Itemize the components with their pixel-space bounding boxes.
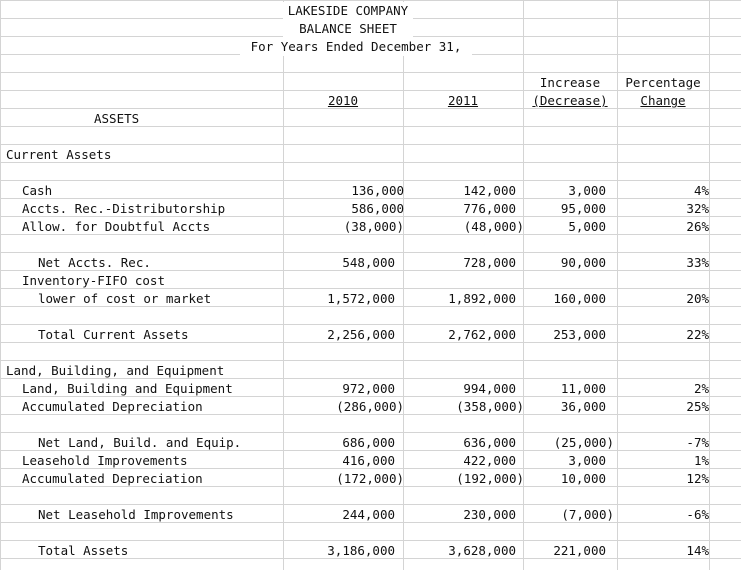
gridline-col [709, 0, 710, 570]
value-percent: 32% [686, 201, 709, 216]
value-2010: (38,000) [343, 219, 404, 234]
value-percent: 33% [686, 255, 709, 270]
row-label: Net Accts. Rec. [38, 255, 151, 270]
row-label: Net Leasehold Improvements [38, 507, 234, 522]
row-label: Leasehold Improvements [22, 453, 188, 468]
value-2011: 994,000 [463, 381, 516, 396]
value-increase: 221,000 [553, 543, 606, 558]
current-assets-heading: Current Assets [6, 147, 112, 162]
report-title: BALANCE SHEET [283, 20, 413, 38]
value-2010: (172,000) [336, 471, 404, 486]
value-2011: 1,892,000 [448, 291, 516, 306]
value-percent: 20% [686, 291, 709, 306]
lbe-heading: Land, Building, and Equipment [6, 363, 225, 378]
col-percentage-line2: Change [640, 93, 686, 108]
gridline-row [0, 252, 741, 253]
value-percent: 2% [693, 381, 709, 396]
value-increase: 5,000 [568, 219, 606, 234]
value-percent: 4% [693, 183, 709, 198]
row-label: Inventory-FIFO cost [22, 273, 165, 288]
value-increase: 11,000 [560, 381, 606, 396]
value-percent: 14% [686, 543, 709, 558]
row-label: Land, Building and Equipment [22, 381, 233, 396]
row-label: Total Assets [38, 543, 129, 558]
value-percent: -6% [686, 507, 709, 522]
gridline-row [0, 0, 741, 1]
value-2011: 422,000 [463, 453, 516, 468]
value-percent: 26% [686, 219, 709, 234]
row-label: Accumulated Depreciation [22, 471, 203, 486]
value-increase: 253,000 [553, 327, 606, 342]
value-2010: 1,572,000 [327, 291, 395, 306]
value-2011: 3,628,000 [448, 543, 516, 558]
value-increase: 90,000 [560, 255, 606, 270]
row-label: Cash [22, 183, 53, 198]
row-label: Allow. for Doubtful Accts [22, 219, 211, 234]
value-increase: (25,000) [553, 435, 614, 450]
gridline-row [0, 180, 741, 181]
gridline-row [0, 144, 741, 145]
row-label: Accts. Rec.-Distributorship [22, 201, 226, 216]
value-2011: 142,000 [463, 183, 516, 198]
value-2011: (192,000) [456, 471, 524, 486]
value-percent: 22% [686, 327, 709, 342]
gridline-row [0, 540, 741, 541]
gridline-row [0, 504, 741, 505]
value-percent: -7% [686, 435, 709, 450]
row-label: Net Land, Build. and Equip. [38, 435, 242, 450]
value-2011: (358,000) [456, 399, 524, 414]
value-2010: 586,000 [351, 201, 404, 216]
col-increase-line1: Increase [539, 75, 601, 90]
value-increase: (7,000) [561, 507, 614, 522]
value-2010: 416,000 [342, 453, 395, 468]
value-2011: (48,000) [463, 219, 524, 234]
value-increase: 10,000 [560, 471, 606, 486]
row-label: Accumulated Depreciation [22, 399, 203, 414]
value-percent: 25% [686, 399, 709, 414]
value-2010: 136,000 [351, 183, 404, 198]
value-2011: 636,000 [463, 435, 516, 450]
value-2010: 244,000 [342, 507, 395, 522]
gridline-col [0, 0, 1, 570]
value-percent: 1% [693, 453, 709, 468]
col-2011: 2011 [447, 93, 479, 108]
value-increase: 3,000 [568, 453, 606, 468]
value-increase: 36,000 [560, 399, 606, 414]
value-2010: 2,256,000 [327, 327, 395, 342]
gridline-row [0, 72, 741, 73]
value-increase: 160,000 [553, 291, 606, 306]
value-2010: 686,000 [342, 435, 395, 450]
gridline-row [0, 324, 741, 325]
value-2011: 2,762,000 [448, 327, 516, 342]
col-percentage-line1: Percentage [625, 75, 701, 90]
gridline-row [0, 360, 741, 361]
value-2010: 972,000 [342, 381, 395, 396]
report-period: For Years Ended December 31, [240, 38, 472, 56]
value-increase: 3,000 [568, 183, 606, 198]
row-label: lower of cost or market [38, 291, 212, 306]
row-label: Total Current Assets [38, 327, 189, 342]
gridline-row [0, 432, 741, 433]
value-percent: 12% [686, 471, 709, 486]
value-2010: 3,186,000 [327, 543, 395, 558]
col-2010: 2010 [327, 93, 359, 108]
col-increase-line2: (Decrease) [532, 93, 608, 108]
value-2011: 776,000 [463, 201, 516, 216]
value-2010: 548,000 [342, 255, 395, 270]
assets-heading: ASSETS [94, 111, 140, 126]
value-increase: 95,000 [560, 201, 606, 216]
company-name: LAKESIDE COMPANY [283, 2, 413, 20]
value-2011: 728,000 [463, 255, 516, 270]
value-2010: (286,000) [336, 399, 404, 414]
value-2011: 230,000 [463, 507, 516, 522]
